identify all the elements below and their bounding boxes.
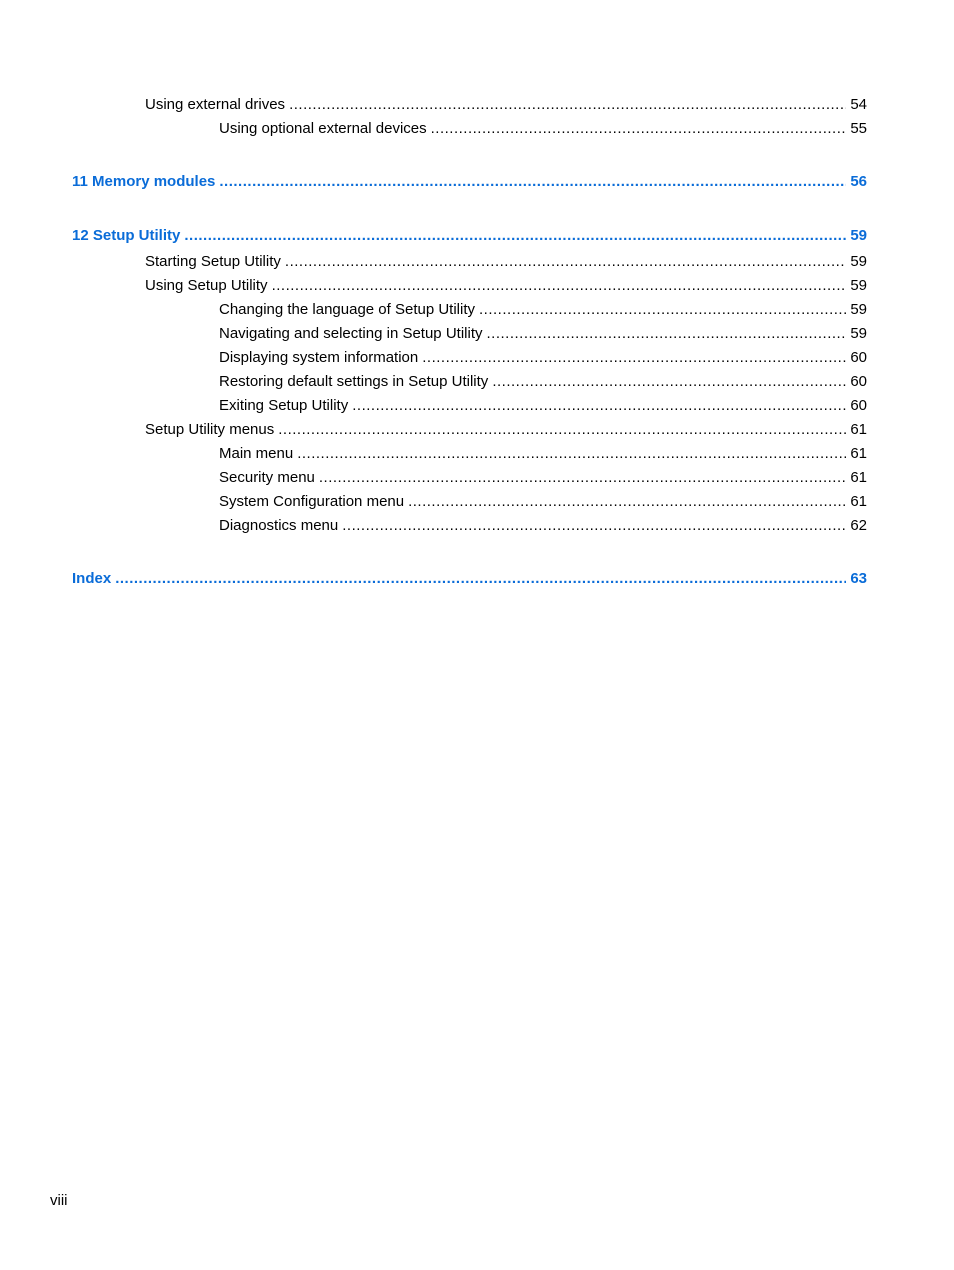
toc-leader-dots: [285, 253, 846, 271]
toc-leader-dots: [486, 325, 846, 343]
toc-leader-dots: [431, 120, 847, 138]
toc-entry-navigating-and-selecting[interactable]: [219, 325, 867, 343]
toc-leader-dots: [115, 570, 846, 588]
toc-leader-dots: [184, 227, 846, 245]
toc-chapter-setup-utility[interactable]: [72, 227, 867, 245]
toc-entry-using-optional-external-devices[interactable]: [219, 120, 867, 138]
toc-entry-starting-setup-utility[interactable]: [145, 253, 867, 271]
toc-entry-label: Navigating and selecting in Setup Utility: [219, 325, 483, 342]
toc-leader-dots: [272, 277, 847, 295]
toc-entry-label: Diagnostics menu: [219, 517, 339, 534]
toc-leader-dots: [319, 469, 846, 487]
toc-entry-page: 60: [850, 397, 867, 414]
toc-leader-dots: [408, 493, 846, 511]
toc-entry-page: 62: [850, 517, 867, 534]
toc-entry-page: 54: [850, 96, 867, 113]
toc-entry-page: 61: [850, 421, 867, 438]
toc-entry-label: Exiting Setup Utility: [219, 397, 349, 414]
toc-leader-dots: [297, 445, 846, 463]
toc-entry-label: Starting Setup Utility: [145, 253, 281, 270]
toc-entry-label: Changing the language of Setup Utility: [219, 301, 476, 318]
toc-entry-label: Security menu: [219, 469, 315, 486]
toc-entry-setup-utility-menus[interactable]: [145, 421, 867, 439]
toc-entry-label: Main menu: [219, 445, 294, 462]
toc-entry-page: 59: [850, 301, 867, 318]
toc-entry-main-menu[interactable]: [219, 445, 867, 463]
toc-leader-dots: [289, 96, 846, 114]
toc-entry-page: 61: [850, 445, 867, 462]
toc-leader-dots: [422, 349, 846, 367]
toc-entry-page: 59: [850, 277, 867, 294]
toc-chapter-page: 59: [850, 227, 867, 244]
toc-chapter-label: Index: [72, 570, 112, 587]
toc-entry-using-setup-utility[interactable]: [145, 277, 867, 295]
toc-entry-label: Displaying system information: [219, 349, 419, 366]
toc-entry-label: Setup Utility menus: [145, 421, 275, 438]
toc-entry-page: 59: [850, 325, 867, 342]
toc-entry-page: 60: [850, 349, 867, 366]
toc-chapter-page: 63: [850, 570, 867, 587]
toc-entry-diagnostics-menu[interactable]: [219, 517, 867, 535]
toc-entry-label: Using optional external devices: [219, 120, 427, 137]
toc-entry-security-menu[interactable]: [219, 469, 867, 487]
toc-leader-dots: [352, 397, 846, 415]
toc-leader-dots: [342, 517, 846, 535]
toc-chapter-label: 12 Setup Utility: [72, 227, 181, 244]
toc-chapter-memory-modules[interactable]: [72, 173, 867, 191]
toc-chapter-page: 56: [850, 173, 867, 190]
toc-entry-label: System Configuration menu: [219, 493, 405, 510]
footer-page-number: viii: [50, 1192, 68, 1209]
toc-entry-exiting-setup-utility[interactable]: [219, 397, 867, 415]
toc-entry-label: Using Setup Utility: [145, 277, 268, 294]
toc-leader-dots: [278, 421, 846, 439]
toc-entry-page: 61: [850, 469, 867, 486]
toc-entry-changing-language[interactable]: [219, 301, 867, 319]
toc-leader-dots: [492, 373, 846, 391]
toc-chapter-index[interactable]: [72, 570, 867, 588]
toc-chapter-label: 11 Memory modules: [72, 173, 216, 190]
toc-entry-using-external-drives[interactable]: [145, 96, 867, 114]
toc-entry-restoring-default-settings[interactable]: [219, 373, 867, 391]
toc-entry-page: 60: [850, 373, 867, 390]
toc-entry-page: 55: [850, 120, 867, 137]
toc-entry-system-configuration-menu[interactable]: [219, 493, 867, 511]
toc-entry-displaying-system-information[interactable]: [219, 349, 867, 367]
toc-entry-page: 59: [850, 253, 867, 270]
toc-leader-dots: [479, 301, 846, 319]
toc-entry-label: Restoring default settings in Setup Utility: [219, 373, 489, 390]
toc-entry-label: Using external drives: [145, 96, 286, 113]
toc-leader-dots: [219, 173, 846, 191]
toc-entry-page: 61: [850, 493, 867, 510]
